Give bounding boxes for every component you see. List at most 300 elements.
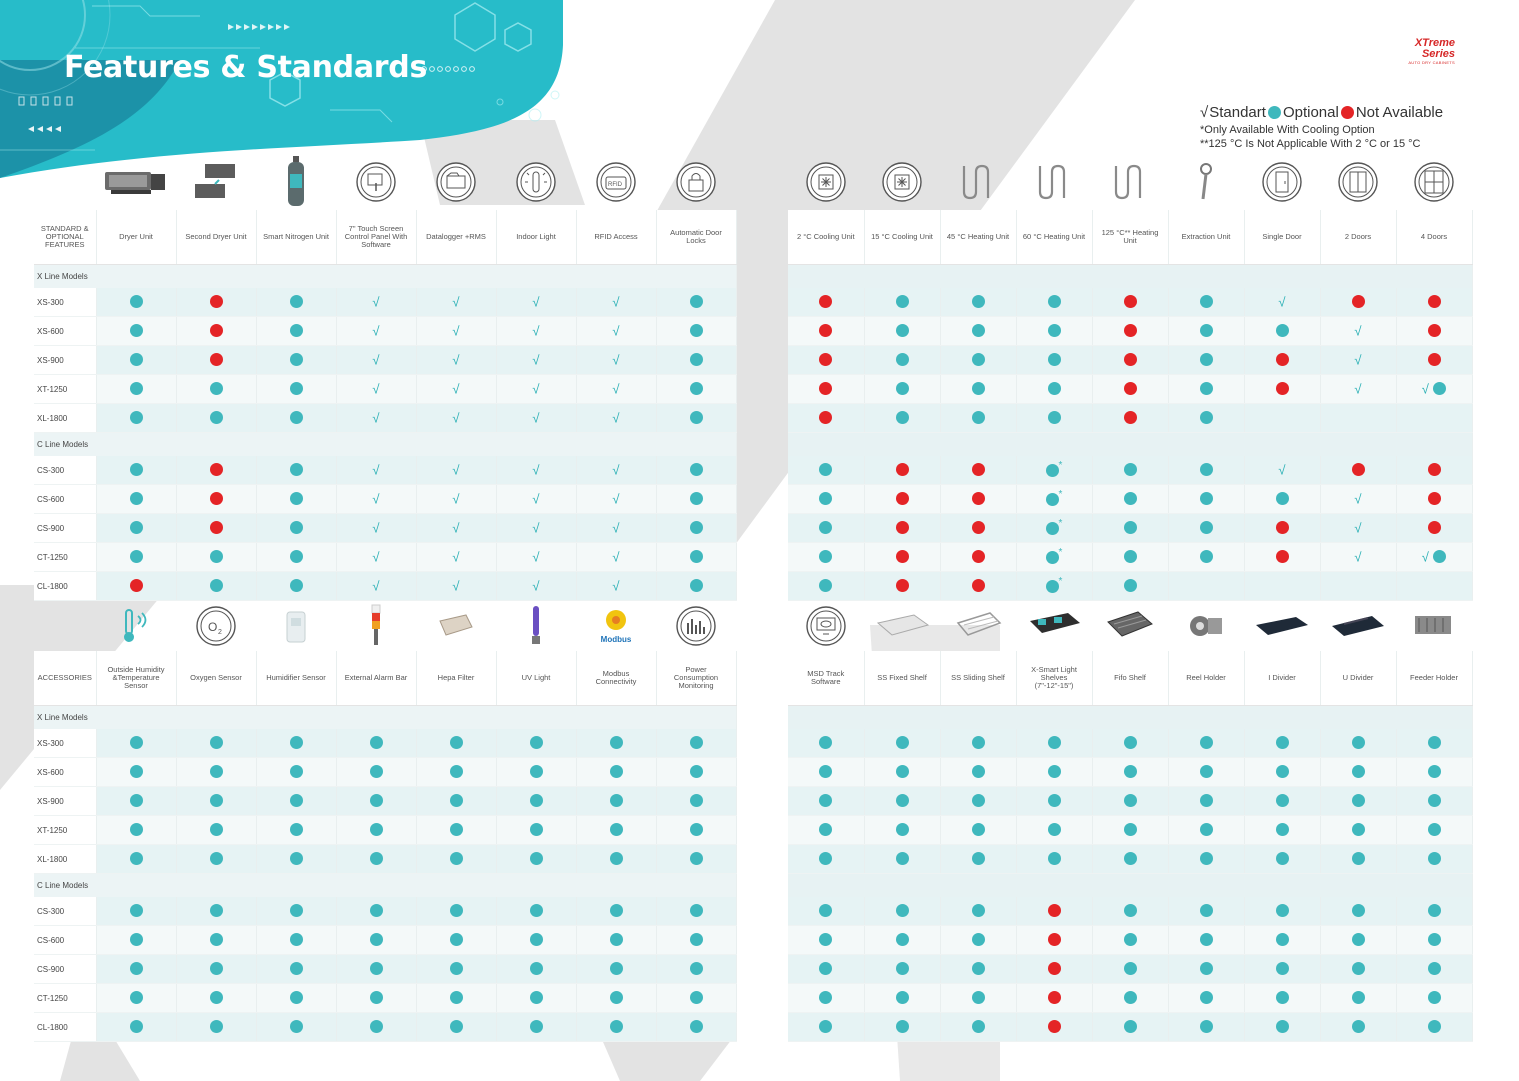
optional-dot xyxy=(290,852,303,865)
table-cell xyxy=(864,317,940,346)
table-cell xyxy=(1396,787,1472,816)
table-cell xyxy=(1168,955,1244,984)
optional-dot xyxy=(1276,765,1289,778)
table-cell xyxy=(256,787,336,816)
table-cell xyxy=(1244,955,1320,984)
table-cell xyxy=(1320,375,1396,404)
table-cell xyxy=(1092,375,1168,404)
not-available-dot xyxy=(210,463,223,476)
column-header: Dryer Unit xyxy=(96,210,176,265)
table-row xyxy=(34,346,736,375)
optional-dot xyxy=(1124,794,1137,807)
optional-dot xyxy=(210,794,223,807)
optional-dot xyxy=(210,579,223,592)
table-cell xyxy=(336,816,416,845)
optional-dot xyxy=(1200,521,1213,534)
not-available-dot-icon xyxy=(1341,106,1354,119)
table-cell xyxy=(96,317,176,346)
optional-dot xyxy=(896,794,909,807)
asterisk-mark: * xyxy=(1058,460,1063,472)
table-cell xyxy=(1396,984,1472,1013)
table-cell xyxy=(1168,456,1244,485)
table-cell xyxy=(1168,729,1244,758)
optional-dot xyxy=(896,962,909,975)
optional-dot xyxy=(1124,1020,1137,1033)
table-cell xyxy=(1396,897,1472,926)
optional-dot xyxy=(290,991,303,1004)
optional-dot xyxy=(530,933,543,946)
table-row xyxy=(34,485,736,514)
optional-dot xyxy=(370,765,383,778)
four-door-icon xyxy=(1396,156,1472,208)
column-header: I Divider xyxy=(1244,651,1320,706)
standard-check: √ xyxy=(612,294,620,310)
optional-dot xyxy=(1048,736,1061,749)
optional-dot xyxy=(1352,1020,1365,1033)
table-cell xyxy=(1396,955,1472,984)
table-row xyxy=(788,288,1472,317)
optional-dot xyxy=(690,521,703,534)
standard-check: √ xyxy=(372,491,380,507)
table-cell xyxy=(1092,346,1168,375)
table-cell xyxy=(864,787,940,816)
optional-dot xyxy=(1124,852,1137,865)
table-cell xyxy=(864,984,940,1013)
optional-dot xyxy=(530,962,543,975)
table-cell xyxy=(1396,758,1472,787)
table-cell xyxy=(1168,897,1244,926)
table-cell xyxy=(1016,543,1092,572)
optional-dot xyxy=(972,794,985,807)
table-cell xyxy=(336,897,416,926)
optional-dot xyxy=(1276,1020,1289,1033)
column-header: External Alarm Bar xyxy=(336,651,416,706)
standard-check: √ xyxy=(532,352,540,368)
optional-dot xyxy=(690,794,703,807)
heater-element-image-icon xyxy=(940,156,1016,208)
standard-check: √ xyxy=(532,520,540,536)
table-cell xyxy=(416,984,496,1013)
optional-dot xyxy=(1276,933,1289,946)
optional-dot xyxy=(130,736,143,749)
table-cell xyxy=(1016,984,1092,1013)
not-available-dot xyxy=(1048,933,1061,946)
door-lock-icon xyxy=(656,156,736,208)
table-cell xyxy=(864,816,940,845)
optional-dot xyxy=(1428,765,1441,778)
model-label: CL-1800 xyxy=(34,572,96,601)
optional-dot xyxy=(819,579,832,592)
table-cell xyxy=(576,456,656,485)
optional-dot xyxy=(690,579,703,592)
table-cell xyxy=(176,572,256,601)
not-available-dot xyxy=(896,521,909,534)
table-cell xyxy=(496,456,576,485)
table-cell xyxy=(864,1013,940,1042)
table-cell xyxy=(496,816,576,845)
table-cell xyxy=(1320,984,1396,1013)
optional-dot xyxy=(1276,823,1289,836)
table-cell xyxy=(1016,346,1092,375)
table-cell xyxy=(788,816,864,845)
optional-dot xyxy=(972,991,985,1004)
optional-dot xyxy=(1124,823,1137,836)
optional-dot xyxy=(130,933,143,946)
modbus-text: Modbus xyxy=(600,634,632,644)
table-cell xyxy=(1092,758,1168,787)
table-cell xyxy=(416,288,496,317)
sliding-shelf-image-icon xyxy=(940,600,1016,652)
optional-dot xyxy=(819,736,832,749)
table-cell xyxy=(1092,816,1168,845)
optional-dot xyxy=(290,579,303,592)
optional-dot xyxy=(130,382,143,395)
optional-dot xyxy=(819,991,832,1004)
standard-check: √ xyxy=(372,462,380,478)
optional-dot xyxy=(1433,382,1446,395)
table-cell xyxy=(256,1013,336,1042)
optional-dot xyxy=(1124,550,1137,563)
optional-dot xyxy=(290,411,303,424)
table-cell xyxy=(336,845,416,874)
optional-dot xyxy=(130,904,143,917)
not-available-dot xyxy=(819,382,832,395)
table-cell xyxy=(1016,514,1092,543)
table-cell xyxy=(416,787,496,816)
optional-dot xyxy=(896,933,909,946)
table-cell xyxy=(940,288,1016,317)
table-cell xyxy=(576,514,656,543)
standard-check: √ xyxy=(612,381,620,397)
optional-dot xyxy=(972,295,985,308)
optional-dot xyxy=(130,794,143,807)
table-cell xyxy=(336,375,416,404)
table-row xyxy=(788,543,1472,572)
table-cell xyxy=(1168,1013,1244,1042)
table-cell xyxy=(416,729,496,758)
table-cell xyxy=(96,1013,176,1042)
standard-mark: √ xyxy=(1200,104,1209,121)
table-cell xyxy=(788,485,864,514)
table-cell xyxy=(256,543,336,572)
column-header: MSD Track Software xyxy=(788,651,864,706)
folder-icon xyxy=(416,156,496,208)
table-cell xyxy=(176,514,256,543)
optional-dot xyxy=(210,411,223,424)
table-row xyxy=(34,456,736,485)
table-cell xyxy=(1092,514,1168,543)
optional-dot xyxy=(690,411,703,424)
column-header: RFID Access xyxy=(576,210,656,265)
table-cell xyxy=(1320,787,1396,816)
model-label: CS-300 xyxy=(34,456,96,485)
optional-dot xyxy=(130,463,143,476)
not-available-dot xyxy=(210,492,223,505)
not-available-dot xyxy=(819,353,832,366)
table-cell xyxy=(788,955,864,984)
not-available-dot xyxy=(1428,521,1441,534)
table-cell xyxy=(96,816,176,845)
table-cell xyxy=(336,514,416,543)
optional-dot xyxy=(1048,382,1061,395)
table-cell xyxy=(416,375,496,404)
standard-check: √ xyxy=(372,323,380,339)
table-cell xyxy=(416,816,496,845)
optional-dot xyxy=(819,765,832,778)
optional-dot xyxy=(896,852,909,865)
not-available-dot xyxy=(819,324,832,337)
table-cell xyxy=(416,572,496,601)
standard-check: √ xyxy=(452,462,460,478)
optional-dot xyxy=(210,823,223,836)
table-cell xyxy=(1092,485,1168,514)
column-header: UV Light xyxy=(496,651,576,706)
optional-dot xyxy=(210,904,223,917)
column-header: 125 °C** Heating Unit xyxy=(1092,210,1168,265)
optional-dot xyxy=(972,353,985,366)
table-cell xyxy=(864,758,940,787)
standard-check: √ xyxy=(372,352,380,368)
optional-dot xyxy=(370,823,383,836)
table-cell xyxy=(1092,317,1168,346)
light-icon xyxy=(496,156,576,208)
column-header: 60 °C Heating Unit xyxy=(1016,210,1092,265)
table-cell xyxy=(576,1013,656,1042)
not-available-dot xyxy=(972,550,985,563)
model-label: XL-1800 xyxy=(34,845,96,874)
table-cell xyxy=(176,1013,256,1042)
table-cell xyxy=(1396,346,1472,375)
table-cell xyxy=(1320,1013,1396,1042)
standard-check: √ xyxy=(532,381,540,397)
table-cell xyxy=(576,375,656,404)
column-header: Second Dryer Unit xyxy=(176,210,256,265)
table-cell xyxy=(1092,543,1168,572)
table-cell xyxy=(1016,955,1092,984)
table-cell xyxy=(1168,346,1244,375)
fifo-shelf-image-icon xyxy=(1092,600,1168,652)
optional-dot xyxy=(896,736,909,749)
oxygen-icon xyxy=(176,600,256,652)
table-cell xyxy=(336,1013,416,1042)
group-spacer xyxy=(788,265,1472,289)
optional-dot xyxy=(210,550,223,563)
table-row xyxy=(34,543,736,572)
optional-dot xyxy=(130,823,143,836)
table-cell xyxy=(1092,456,1168,485)
table-cell xyxy=(256,375,336,404)
optional-dot xyxy=(972,324,985,337)
table-cell xyxy=(256,514,336,543)
optional-dot xyxy=(1352,852,1365,865)
table-cell xyxy=(1244,456,1320,485)
table-cell xyxy=(1244,543,1320,572)
model-label: CS-600 xyxy=(34,485,96,514)
table-row xyxy=(788,984,1472,1013)
table-cell xyxy=(416,955,496,984)
optional-dot xyxy=(130,353,143,366)
table-cell xyxy=(256,485,336,514)
table-cell xyxy=(416,317,496,346)
table-cell xyxy=(1016,787,1092,816)
optional-dot xyxy=(1276,962,1289,975)
standard-check: √ xyxy=(372,381,380,397)
table-cell xyxy=(256,816,336,845)
table-cell xyxy=(336,288,416,317)
table-cell xyxy=(656,346,736,375)
table-cell xyxy=(864,572,940,601)
table-cell xyxy=(656,926,736,955)
optional-dot xyxy=(1200,492,1213,505)
not-available-dot xyxy=(1048,991,1061,1004)
optional-dot xyxy=(1200,962,1213,975)
table-cell xyxy=(336,317,416,346)
table-row xyxy=(788,514,1472,543)
table-cell xyxy=(576,729,656,758)
not-available-dot xyxy=(819,411,832,424)
optional-dot xyxy=(690,823,703,836)
standard-check: √ xyxy=(612,462,620,478)
table-cell xyxy=(176,787,256,816)
table-cell xyxy=(656,984,736,1013)
table-cell xyxy=(864,456,940,485)
table-cell xyxy=(96,845,176,874)
table-cell xyxy=(864,845,940,874)
group-spacer xyxy=(788,874,1472,898)
table-cell xyxy=(788,375,864,404)
optional-dot xyxy=(690,324,703,337)
standard-check: √ xyxy=(452,294,460,310)
optional-dot xyxy=(1428,736,1441,749)
table-cell xyxy=(788,543,864,572)
optional-dot xyxy=(450,736,463,749)
optional-dot xyxy=(290,933,303,946)
standard-check: √ xyxy=(532,578,540,594)
optional-dot xyxy=(896,765,909,778)
smart-light-shelf-image-icon xyxy=(1016,600,1092,652)
table-cell xyxy=(1396,816,1472,845)
column-header: SS Sliding Shelf xyxy=(940,651,1016,706)
heater-element-image-icon xyxy=(1016,156,1092,208)
table-row xyxy=(34,897,736,926)
standard-check: √ xyxy=(532,410,540,426)
monitor-eye-icon xyxy=(788,600,864,652)
extraction-arm-image-icon xyxy=(1168,156,1244,208)
table-cell xyxy=(576,787,656,816)
table-cell xyxy=(788,572,864,601)
standard-check: √ xyxy=(452,352,460,368)
table-cell xyxy=(336,572,416,601)
optional-dot xyxy=(819,794,832,807)
u-divider-image-icon xyxy=(1320,600,1396,652)
table-cell xyxy=(1168,926,1244,955)
table-cell xyxy=(656,456,736,485)
optional-dot xyxy=(130,492,143,505)
table-cell xyxy=(1168,816,1244,845)
table-cell xyxy=(176,816,256,845)
optional-dot xyxy=(450,765,463,778)
not-available-dot xyxy=(896,550,909,563)
model-label: XS-600 xyxy=(34,317,96,346)
column-header: Automatic Door Locks xyxy=(656,210,736,265)
table-cell xyxy=(256,845,336,874)
table-cell xyxy=(1168,787,1244,816)
optional-dot xyxy=(530,852,543,865)
standard-check: √ xyxy=(1421,381,1429,397)
table-cell xyxy=(96,404,176,433)
standard-check: √ xyxy=(452,578,460,594)
not-available-dot xyxy=(210,295,223,308)
optional-dot xyxy=(1048,852,1061,865)
optional-dot xyxy=(1046,580,1059,593)
table-cell xyxy=(864,543,940,572)
table-cell xyxy=(864,729,940,758)
table-cell xyxy=(1092,984,1168,1013)
column-header: X-Smart Light Shelves (7"-12"-15") xyxy=(1016,651,1092,706)
column-header: 2 Doors xyxy=(1320,210,1396,265)
table-cell xyxy=(1244,346,1320,375)
features-table-right xyxy=(788,210,1473,601)
optional-dot xyxy=(1048,765,1061,778)
optional-dot xyxy=(210,962,223,975)
table-cell xyxy=(1016,926,1092,955)
standard-check: √ xyxy=(452,410,460,426)
table-cell xyxy=(1320,897,1396,926)
table-cell xyxy=(496,485,576,514)
optional-dot xyxy=(290,765,303,778)
table-cell xyxy=(1092,1013,1168,1042)
table-cell xyxy=(940,845,1016,874)
table-cell xyxy=(1092,955,1168,984)
table-cell xyxy=(1016,317,1092,346)
group-label: X Line Models xyxy=(34,265,736,289)
table-cell xyxy=(176,926,256,955)
table-cell xyxy=(1244,758,1320,787)
column-header: 2 °C Cooling Unit xyxy=(788,210,864,265)
optional-dot xyxy=(210,736,223,749)
table-cell xyxy=(496,955,576,984)
optional-dot xyxy=(450,904,463,917)
alarm-bar-image-icon xyxy=(336,600,416,652)
table-cell xyxy=(1244,404,1320,433)
not-available-dot xyxy=(1124,295,1137,308)
table-cell xyxy=(1016,729,1092,758)
table-cell xyxy=(1092,729,1168,758)
table-cell xyxy=(1016,485,1092,514)
optional-dot xyxy=(1352,962,1365,975)
optional-dot xyxy=(972,765,985,778)
column-header: U Divider xyxy=(1320,651,1396,706)
table-cell xyxy=(416,346,496,375)
optional-dot xyxy=(530,823,543,836)
single-door-icon xyxy=(1244,156,1320,208)
table-cell xyxy=(176,955,256,984)
optional-dot xyxy=(1124,579,1137,592)
table-cell xyxy=(336,485,416,514)
standard-check: √ xyxy=(612,352,620,368)
optional-dot xyxy=(1352,823,1365,836)
table-row xyxy=(788,926,1472,955)
table-cell xyxy=(96,485,176,514)
table-cell xyxy=(1168,514,1244,543)
table-cell xyxy=(496,787,576,816)
table-cell xyxy=(1320,543,1396,572)
table-cell xyxy=(1320,845,1396,874)
optional-dot xyxy=(450,933,463,946)
table-cell xyxy=(496,926,576,955)
table-cell xyxy=(96,787,176,816)
touch-screen-icon xyxy=(336,156,416,208)
